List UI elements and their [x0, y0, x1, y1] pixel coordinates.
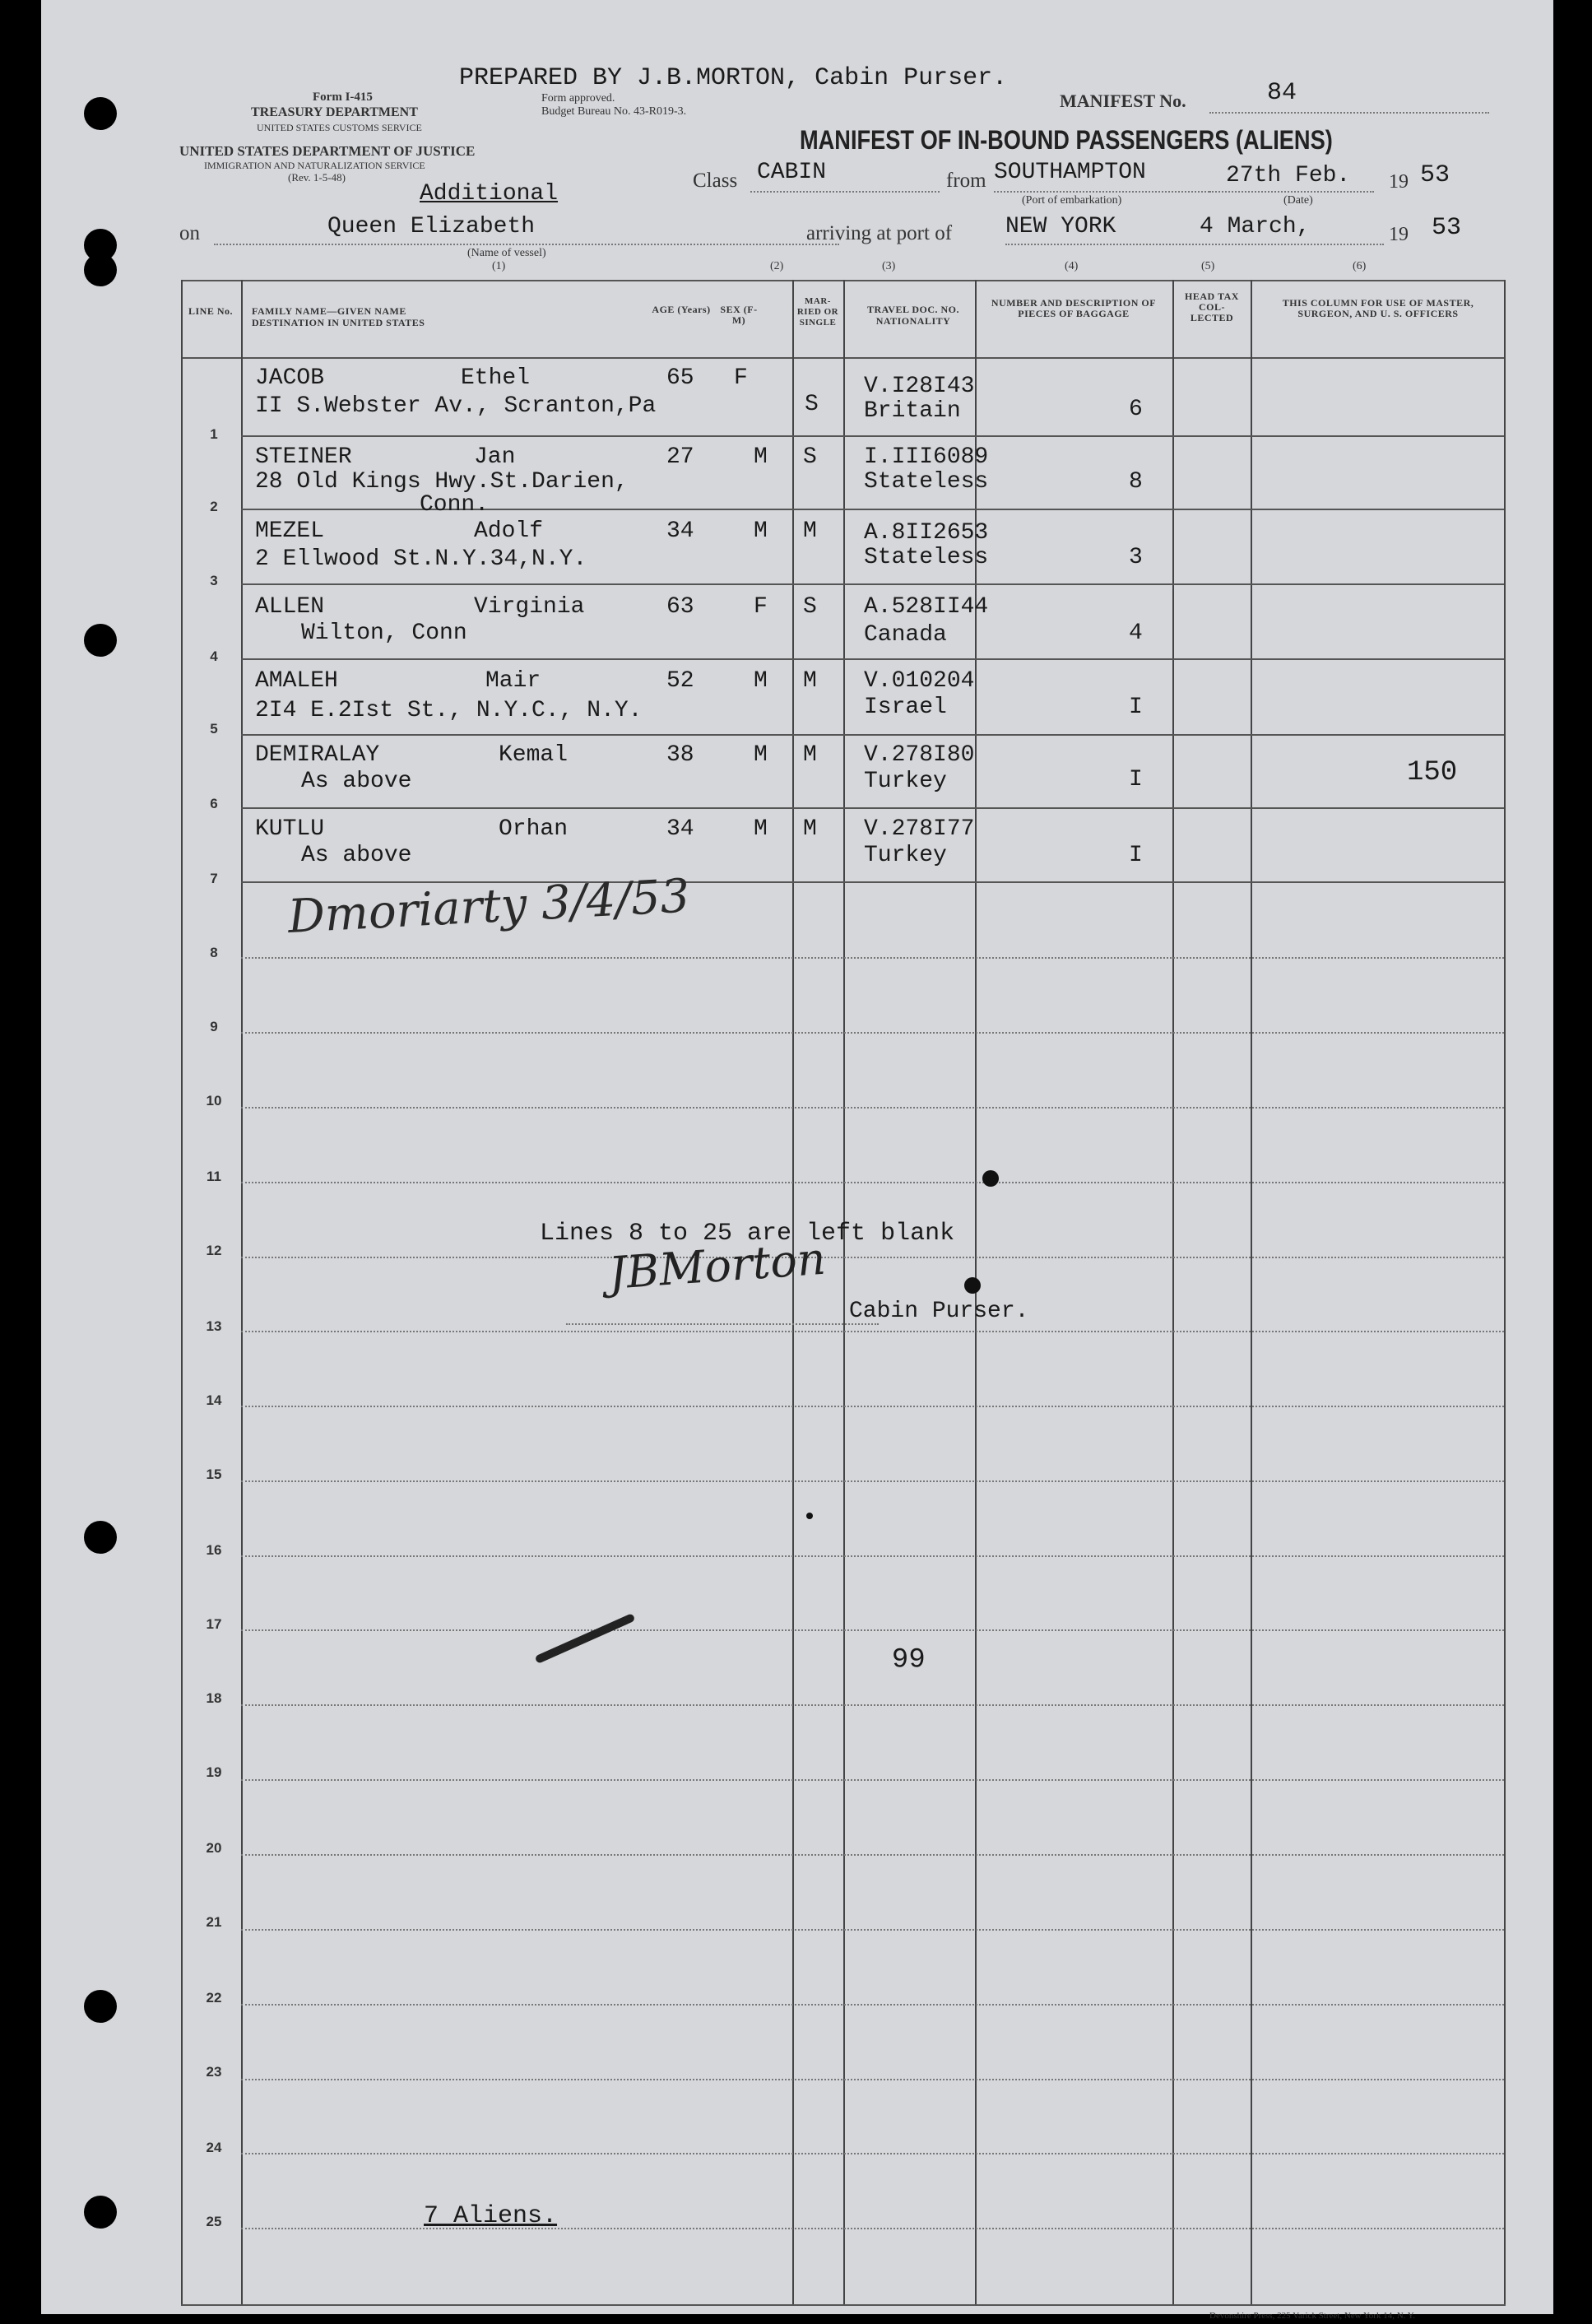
row-separator: [241, 1480, 1504, 1482]
travel-doc: A.528II44: [864, 594, 989, 620]
nationality: Britain: [864, 398, 961, 424]
col-number-1: (1): [492, 260, 506, 272]
age: 63: [666, 594, 694, 620]
embark-date: 27th Feb.: [1226, 163, 1351, 188]
form-number: Form I-415: [313, 91, 373, 104]
col-number-2: (2): [770, 260, 784, 272]
baggage: 4: [1129, 621, 1143, 646]
destination: As above: [301, 769, 412, 794]
row-separator: [241, 1406, 1504, 1407]
sex: M: [754, 816, 768, 842]
aliens-total: 7 Aliens.: [424, 2202, 558, 2230]
ink-dot: [806, 1513, 813, 1519]
destination: 2 Ellwood St.N.Y.34,N.Y.: [255, 546, 587, 572]
family-name: JACOB: [255, 365, 325, 391]
travel-doc: V.010204: [864, 668, 975, 694]
sex: M: [754, 742, 768, 768]
destination: II S.Webster Av., Scranton,Pa: [255, 393, 657, 419]
baggage: 8: [1129, 469, 1143, 495]
nationality: Turkey: [864, 769, 947, 794]
line-number: 19: [206, 1764, 222, 1780]
col-divider: [181, 280, 183, 2306]
travel-doc: A.8II2653: [864, 520, 989, 546]
row-separator: [241, 1555, 1504, 1557]
given-name: Orhan: [499, 816, 569, 842]
table-bottom-border: [181, 2304, 1506, 2306]
customs-service: UNITED STATES CUSTOMS SERVICE: [257, 122, 422, 133]
marital-status: S: [805, 392, 819, 417]
row-separator: [241, 1629, 1504, 1631]
hdr-sex: SEX (F-M): [720, 304, 758, 326]
destination: Wilton, Conn: [301, 621, 467, 646]
hdr-nationality: NATIONALITY: [875, 315, 951, 327]
inspector-signature-text: Dmoriarty 3/4/53: [286, 869, 691, 944]
nationality: Canada: [864, 622, 947, 648]
age: 52: [666, 668, 694, 694]
manifest-no-dotline: [1209, 112, 1489, 114]
pen-stroke: [535, 1613, 636, 1664]
col-number-3: (3): [882, 260, 896, 272]
purser-title: Cabin Purser.: [849, 1299, 1029, 1324]
stray-number: 66: [892, 1639, 926, 1671]
family-name: STEINER: [255, 444, 352, 470]
hdr-head-tax: HEAD TAX COL-LECTED: [1185, 290, 1239, 323]
family-name: KUTLU: [255, 816, 325, 842]
sex: M: [754, 668, 768, 694]
travel-doc: V.278I77: [864, 816, 975, 842]
marital-status: S: [803, 444, 817, 470]
row-separator: [241, 1107, 1504, 1109]
arrival-year: 53: [1432, 214, 1462, 242]
given-name: Ethel: [461, 365, 531, 391]
arriving-label: arriving at port of: [806, 222, 953, 244]
line-number: 22: [206, 1990, 222, 2006]
baggage: I: [1129, 695, 1143, 720]
age: 34: [666, 518, 694, 544]
embark-year: 53: [1420, 161, 1450, 189]
given-name: Kemal: [499, 742, 569, 768]
hdr-age: AGE (Years): [652, 304, 711, 315]
ink-blot: [982, 1170, 999, 1187]
row-separator: [241, 1854, 1504, 1856]
destination: 28 Old Kings Hwy.St.Darien,: [255, 469, 629, 495]
nationality: Turkey: [864, 843, 947, 868]
hdr-name: FAMILY NAME—GIVEN NAME: [252, 305, 406, 317]
manifest-sheet: [41, 0, 1553, 2321]
manifest-no: 84: [1267, 79, 1297, 107]
line-number: 18: [206, 1690, 222, 1706]
prepared-by: PREPARED BY J.B.MORTON, Cabin Purser.: [459, 64, 1008, 92]
punch-hole: [84, 2196, 117, 2229]
ink-blot: [964, 1277, 981, 1294]
hdr-baggage: NUMBER AND DESCRIPTION OF PIECES OF BAGGAGE: [991, 297, 1157, 319]
port-caption: (Port of embarkation): [1022, 194, 1122, 207]
travel-doc: V.278I80: [864, 742, 975, 768]
baggage: I: [1129, 843, 1143, 868]
travel-doc: V.I28I43: [864, 374, 975, 399]
marital-status: M: [803, 668, 817, 694]
col-number-6: (6): [1353, 260, 1367, 272]
baggage: 3: [1129, 545, 1143, 570]
marital-status: M: [803, 742, 817, 768]
rev-date: (Rev. 1-5-48): [288, 171, 346, 184]
row-separator: [241, 1929, 1504, 1931]
line-number: 8: [210, 945, 218, 960]
vessel-dotline: [214, 244, 839, 245]
line-number: 2: [210, 499, 218, 514]
row-separator: [241, 734, 1504, 736]
class-label: Class: [693, 170, 738, 192]
line-number: 6: [210, 796, 218, 811]
col-number-5: (5): [1201, 260, 1215, 272]
vessel-caption: (Name of vessel): [467, 247, 546, 259]
age: 38: [666, 742, 694, 768]
punch-hole: [84, 253, 117, 286]
row-separator: [241, 807, 1504, 809]
punch-hole: [84, 97, 117, 130]
hdr-destination: DESTINATION IN UNITED STATES: [252, 317, 425, 328]
age: 27: [666, 444, 694, 470]
destination: 2I4 E.2Ist St., N.Y.C., N.Y.: [255, 698, 643, 723]
sex: M: [754, 444, 768, 470]
purser-signature-text: JBMorton: [606, 1232, 828, 1299]
additional-label: Additional: [420, 181, 559, 207]
family-name: ALLEN: [255, 594, 325, 620]
marital-status: M: [803, 518, 817, 544]
punch-hole: [84, 1990, 117, 2023]
row-separator: [241, 2153, 1504, 2154]
ins-service: IMMIGRATION AND NATURALIZATION SERVICE: [204, 160, 425, 171]
line-number: 11: [207, 1169, 221, 1184]
line-number: 20: [206, 1840, 222, 1856]
line-number: 7: [210, 871, 218, 886]
line-number: 13: [206, 1318, 222, 1334]
class-dotline: [750, 191, 940, 193]
sex: M: [754, 518, 768, 544]
arrival-date: 4 March,: [1200, 214, 1311, 239]
col-number-4: (4): [1065, 260, 1079, 272]
date-caption: (Date): [1283, 194, 1313, 207]
manifest-title: MANIFEST OF IN-BOUND PASSENGERS (ALIENS): [800, 125, 1333, 155]
age: 65: [666, 365, 694, 391]
line-number: 17: [206, 1616, 222, 1632]
row-separator: [241, 658, 1504, 660]
vessel-name: Queen Elizabeth: [327, 214, 536, 239]
line-number: 12: [206, 1243, 222, 1258]
line-number: 21: [206, 1914, 222, 1930]
sex: F: [754, 594, 768, 620]
class-value: CABIN: [757, 160, 827, 185]
destination: As above: [301, 843, 412, 868]
row-separator: [241, 583, 1504, 585]
hdr-line-no: LINE No.: [188, 305, 233, 317]
line-number: 24: [206, 2140, 222, 2155]
printer-imprint: Devonshire Press, 225 Varick Street, New York 14, N. Y.: [1209, 2311, 1416, 2321]
nationality: Stateless: [864, 545, 989, 570]
port-embark: SOUTHAMPTON: [994, 160, 1146, 185]
line-number: 23: [206, 2064, 222, 2080]
line-number: 4: [210, 648, 218, 664]
from-label: from: [946, 170, 986, 192]
given-name: Virginia: [474, 594, 585, 620]
officer-note: 150: [1407, 757, 1458, 788]
given-name: Jan: [474, 444, 516, 470]
marital-status: M: [803, 816, 817, 842]
hdr-travel-doc: TRAVEL DOC. NO.: [867, 304, 959, 315]
line-number: 9: [210, 1019, 218, 1034]
family-name: MEZEL: [255, 518, 325, 544]
family-name: AMALEH: [255, 668, 338, 694]
line-number: 10: [206, 1093, 222, 1109]
year-prefix: 19: [1389, 171, 1409, 193]
budget-bureau: Budget Bureau No. 43-R019-3.: [541, 105, 687, 118]
travel-doc: I.III6089: [864, 444, 989, 470]
line-number: 1: [210, 426, 218, 442]
date-dotline: [1209, 191, 1374, 193]
row-separator: [241, 1704, 1504, 1706]
row-separator: [241, 1182, 1504, 1183]
line-number: 3: [210, 573, 218, 588]
destination-line2: Conn.: [420, 492, 490, 518]
age: 34: [666, 816, 694, 842]
punch-hole: [84, 624, 117, 657]
row-separator: [241, 1779, 1504, 1781]
on-label: on: [179, 222, 200, 244]
given-name: Adolf: [474, 518, 544, 544]
nationality: Stateless: [864, 469, 989, 495]
col-divider: [1504, 280, 1506, 2306]
row-separator: [241, 1331, 1504, 1332]
given-name: Mair: [485, 668, 541, 694]
justice-dept: UNITED STATES DEPARTMENT OF JUSTICE: [179, 143, 476, 159]
line-number: 5: [210, 721, 218, 737]
row-separator: [241, 1032, 1504, 1034]
treasury-dept: TREASURY DEPARTMENT: [251, 105, 418, 119]
baggage: 6: [1129, 397, 1143, 422]
arrival-port: NEW YORK: [1005, 214, 1116, 239]
arrival-dotline: [1005, 244, 1384, 245]
row-separator: [241, 957, 1504, 959]
purser-dotline: [566, 1323, 879, 1325]
blank-lines-note: Lines 8 to 25 are left blank: [540, 1220, 955, 1248]
marital-status: S: [803, 594, 817, 620]
port-dotline: [994, 191, 1209, 193]
line-number: 16: [206, 1542, 222, 1558]
row-separator: [241, 2004, 1504, 2006]
hdr-married: MAR-RIED OR SINGLE: [796, 296, 839, 328]
row-separator: [241, 435, 1504, 437]
manifest-no-label: MANIFEST No.: [1060, 91, 1186, 111]
line-number: 15: [206, 1466, 222, 1482]
baggage: I: [1129, 767, 1143, 792]
row-separator: [241, 2079, 1504, 2080]
hdr-officers: THIS COLUMN FOR USE OF MASTER, SURGEON, AND U. S. OFFICERS: [1282, 297, 1474, 319]
row-separator: [241, 1257, 1504, 1258]
line-number: 25: [206, 2214, 222, 2229]
nationality: Israel: [864, 695, 947, 720]
family-name: DEMIRALAY: [255, 742, 380, 768]
line-number: 14: [206, 1392, 222, 1408]
sex: F: [734, 365, 748, 391]
arrival-year-prefix: 19: [1389, 224, 1409, 245]
punch-hole: [84, 1521, 117, 1554]
form-approved: Form approved.: [541, 92, 615, 105]
